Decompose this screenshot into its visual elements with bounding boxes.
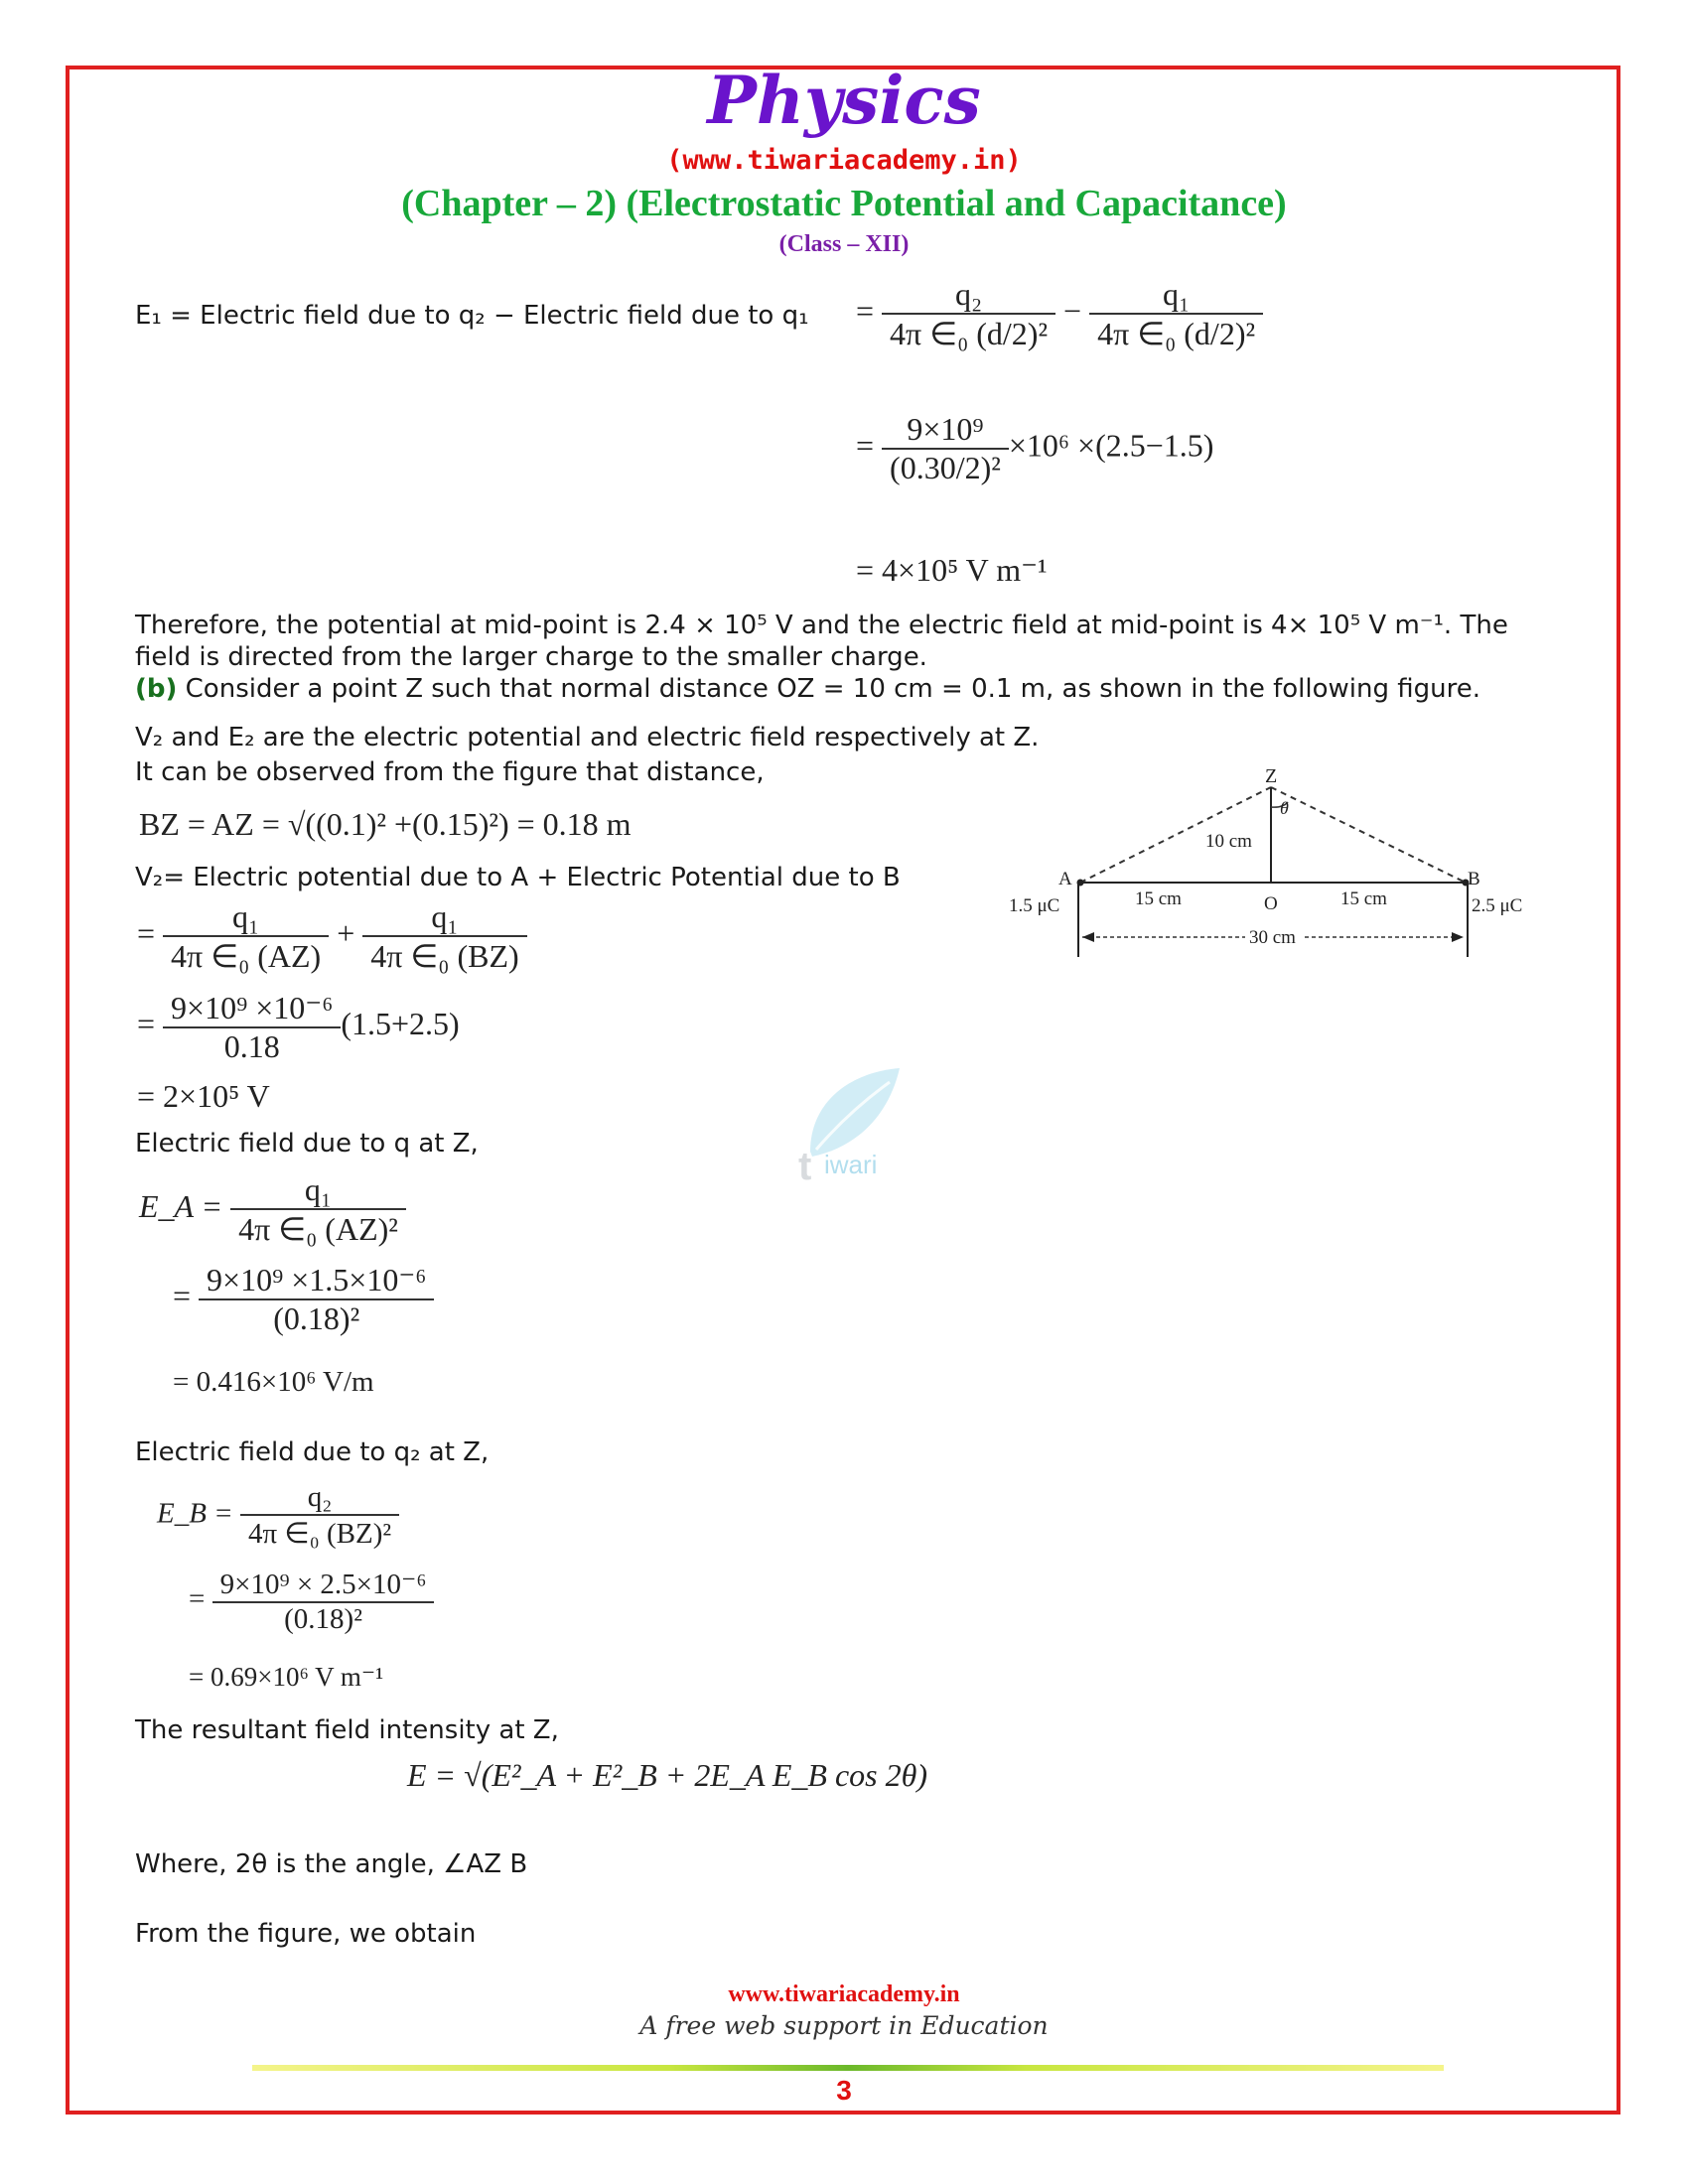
page-title: Physics (707, 62, 981, 139)
label-a: A (1058, 869, 1072, 889)
eb-equation (157, 1481, 399, 1551)
ea-step2-den: (0.18)² (199, 1298, 434, 1337)
bz-az-equation: BZ = AZ = √((0.1)² +(0.15)²) = 0.18 m (139, 806, 632, 842)
eb-step2-den: (0.18)² (212, 1601, 435, 1636)
paragraph-therefore: Therefore, the potential at mid-point is 2.4 × 10⁵ V and the electric field at mid-point is 4× 10⁵ V m⁻¹. The field is directed from the larger charge to the smaller charge. (135, 611, 1508, 672)
charge-diagram (1003, 752, 1569, 966)
v2-result: = 2×10⁵ V (137, 1078, 270, 1114)
e1-result: = 4×10⁵ V m⁻¹ (856, 552, 1048, 588)
e1-equation: = $\frac{\text{q₂}}{\text{4π ∈₀ (d/2)²}}$ − $\frac{\text{q₁}}{\text{4π ∈₀ (d/2)²}}$ (856, 276, 1263, 352)
e1-label: E₁ = Electric field due to q₂ − Electric field due to q₁ (135, 301, 809, 331)
e1-step2-num: 9×10⁹ (907, 411, 984, 447)
ea-lhs: E_A = (139, 1187, 223, 1224)
v2-line: V₂= Electric potential due to A + Electric Potential due to B (135, 863, 901, 892)
eb-den: 4π ∈₀ (BZ)² (240, 1514, 399, 1551)
ea-step2-num: 9×10⁹ ×1.5×10⁻⁶ (207, 1262, 427, 1297)
e1-den-a: 4π ∈₀ (d/2)² (882, 313, 1055, 352)
label-b: B (1468, 869, 1480, 889)
label-15cm-left: 15 cm (1135, 888, 1182, 909)
eb-result: = 0.69×10⁶ V m⁻¹ (189, 1662, 384, 1692)
v2-num-a: q₁ (232, 898, 260, 934)
label-charge-b: 2.5 μC (1472, 895, 1523, 916)
e1-step2-tail: ×10⁶ ×(2.5−1.5) (1008, 427, 1214, 464)
e1-num-q1: q₁ (1162, 276, 1191, 312)
label-theta: θ (1280, 798, 1289, 818)
class-label: (Class – XII) (778, 231, 910, 257)
label-30cm: 30 cm (1249, 927, 1296, 948)
ea-result: = 0.416×10⁶ V/m (173, 1366, 374, 1398)
footer-tagline: A free web support in Education (639, 2011, 1049, 2040)
observe-line: It can be observed from the figure that distance, (135, 757, 765, 787)
v2-e2-line: V₂ and E₂ are the electric potential and electric field respectively at Z. (135, 723, 1040, 752)
eb-num: q₂ (307, 1481, 333, 1513)
label-o: O (1264, 893, 1278, 914)
part-b-label: (b) (135, 674, 178, 704)
e1-num-q2: q₂ (954, 276, 983, 312)
footer-divider (252, 2065, 1444, 2071)
dimension-arrow-right (1452, 932, 1464, 942)
from-figure-line: From the figure, we obtain (135, 1919, 477, 1949)
label-charge-a: 1.5 μC (1009, 895, 1060, 916)
v2-step2-den: 0.18 (163, 1026, 341, 1065)
ea-step2: = $\frac{\text{9×10⁹ ×1.5×10⁻⁶}}{\text{(0.18)²}}$ (173, 1261, 434, 1337)
label-z: Z (1265, 765, 1278, 787)
footer-site[interactable]: www.tiwariacademy.in (728, 1981, 960, 2007)
v2-step2: = $\frac{\text{9×10⁹ ×10⁻⁶}}{0.18}$ (1.5+2.5) (137, 990, 460, 1064)
v2-num-b: q₁ (431, 898, 459, 934)
svg-text:iwari: iwari (824, 1150, 878, 1179)
part-b-line (135, 673, 1480, 705)
dimension-arrow-left (1082, 932, 1094, 942)
ea-den: 4π ∈₀ (AZ)² (230, 1208, 406, 1248)
v2-step2-tail: (1.5+2.5) (341, 1005, 460, 1041)
label-10cm: 10 cm (1205, 831, 1252, 852)
v2-den-b: 4π ∈₀ (BZ) (362, 935, 526, 975)
v2-step2-num: 9×10⁹ ×10⁻⁶ (171, 990, 334, 1025)
resultant-line: The resultant field intensity at Z, (135, 1715, 559, 1745)
eb-step2: = $\frac{\text{9×10⁹ × 2.5×10⁻⁶}}{\text{(0.18)²}}$ (189, 1567, 434, 1636)
e1-step2: = $\frac{\text{9×10⁹}}{\text{(0.30/2)²}}$ ×10⁶ ×(2.5−1.5) (856, 411, 1214, 485)
site-url[interactable]: (www.tiwariacademy.in) (666, 145, 1022, 176)
ea-equation (139, 1171, 406, 1248)
part-b-text: Consider a point Z such that normal distance OZ = 10 cm = 0.1 m, as shown in the following figure. (177, 674, 1481, 704)
watermark-logo (790, 1062, 910, 1191)
page-number: 3 (836, 2075, 852, 2106)
v2-den-a: 4π ∈₀ (AZ) (163, 935, 329, 975)
e1-step2-den: (0.30/2)² (882, 448, 1009, 486)
bz-dashed-line (1271, 787, 1466, 883)
ea-num: q₁ (304, 1171, 333, 1207)
field-q2-line: Electric field due to q₂ at Z, (135, 1437, 490, 1467)
resultant-equation: E = √(E²_A + E²_B + 2E_A E_B cos 2θ) (407, 1757, 927, 1793)
eb-lhs: E_B = (157, 1497, 233, 1530)
v2-equation: = $\frac{\text{q₁}}{\text{4π ∈₀ (AZ)}}$ + $\frac{\text{q₁}}{\text{4π ∈₀ (BZ)}}$ (137, 898, 527, 975)
svg-text:t: t (798, 1145, 812, 1188)
where-line: Where, 2θ is the angle, ∠AZ B (135, 1849, 528, 1879)
field-q-line: Electric field due to q at Z, (135, 1129, 479, 1159)
eb-step2-num: 9×10⁹ × 2.5×10⁻⁶ (219, 1569, 427, 1600)
chapter-heading: (Chapter – 2) (Electrostatic Potential and Capacitance) (401, 183, 1287, 224)
label-15cm-right: 15 cm (1340, 888, 1387, 909)
e1-den-b: 4π ∈₀ (d/2)² (1089, 313, 1263, 352)
